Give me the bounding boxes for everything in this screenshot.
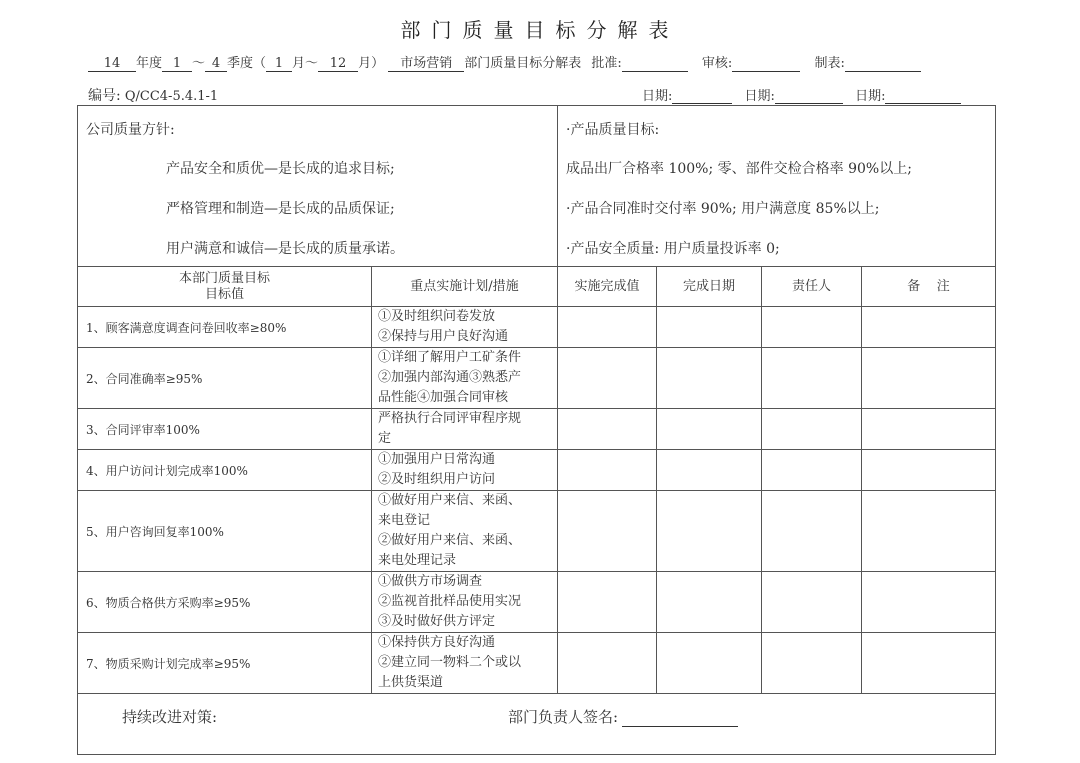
policy-heading: 公司质量方针: bbox=[86, 122, 175, 138]
col-header-actual: 实施完成值 bbox=[558, 267, 657, 307]
owner-cell[interactable] bbox=[762, 348, 862, 409]
remark-cell[interactable] bbox=[862, 409, 996, 450]
goal-line: ·产品质量目标: bbox=[566, 122, 660, 138]
remark-cell[interactable] bbox=[862, 450, 996, 491]
date-cell[interactable] bbox=[657, 450, 762, 491]
date-cell[interactable] bbox=[657, 348, 762, 409]
remark-cell[interactable] bbox=[862, 307, 996, 348]
policy-line: 用户满意和诚信—是长成的质量承诺。 bbox=[166, 241, 404, 257]
measures-cell: ①加强用户日常沟通 ②及时组织用户访问 bbox=[372, 450, 558, 491]
prepare-date-field[interactable] bbox=[885, 89, 961, 104]
header-line-2 bbox=[88, 85, 1008, 105]
actual-cell[interactable] bbox=[558, 491, 657, 572]
target-cell: 1、顾客满意度调查问卷回收率≥80% bbox=[78, 307, 372, 348]
month-to-field[interactable]: 12 bbox=[318, 56, 358, 72]
owner-cell[interactable] bbox=[762, 450, 862, 491]
date-cell[interactable] bbox=[657, 409, 762, 450]
remark-cell[interactable] bbox=[862, 491, 996, 572]
policy-cell bbox=[78, 106, 558, 267]
footer-row bbox=[78, 694, 996, 755]
goals-cell bbox=[558, 106, 996, 267]
owner-cell[interactable] bbox=[762, 633, 862, 694]
review-date-field[interactable] bbox=[775, 89, 843, 104]
date-cell[interactable] bbox=[657, 307, 762, 348]
actual-cell[interactable] bbox=[558, 633, 657, 694]
actual-cell[interactable] bbox=[558, 572, 657, 633]
signature-group bbox=[508, 706, 738, 727]
target-cell: 7、物质采购计划完成率≥95% bbox=[78, 633, 372, 694]
col-header-measures: 重点实施计划/措施 bbox=[372, 267, 558, 307]
goal-line: 成品出厂合格率 100%; 零、部件交检合格率 90%以上; bbox=[566, 161, 912, 177]
signature-field[interactable] bbox=[622, 710, 738, 727]
measures-cell: ①详细了解用户工矿条件 ②加强内部沟通③熟悉产 品性能④加强合同审核 bbox=[372, 348, 558, 409]
quarter-from-field[interactable]: 1 bbox=[162, 56, 192, 72]
target-cell: 4、用户访问计划完成率100% bbox=[78, 450, 372, 491]
footer-cell bbox=[78, 694, 996, 755]
target-cell: 5、用户咨询回复率100% bbox=[78, 491, 372, 572]
improvement-label: 持续改进对策: bbox=[122, 708, 218, 726]
remark-cell[interactable] bbox=[862, 572, 996, 633]
target-cell: 3、合同评审率100% bbox=[78, 409, 372, 450]
table-row bbox=[78, 572, 996, 633]
date-cell[interactable] bbox=[657, 572, 762, 633]
prepare-date-label: 日期: bbox=[855, 89, 886, 104]
actual-cell[interactable] bbox=[558, 409, 657, 450]
column-header-row bbox=[78, 267, 996, 307]
measures-cell: 严格执行合同评审程序规 定 bbox=[372, 409, 558, 450]
tilde-label: ～ bbox=[192, 56, 206, 71]
owner-cell[interactable] bbox=[762, 491, 862, 572]
signature-label: 部门负责人签名: bbox=[508, 708, 619, 726]
table-row bbox=[78, 348, 996, 409]
review-label: 审核: bbox=[701, 56, 733, 71]
table-row bbox=[78, 409, 996, 450]
prepare-field[interactable] bbox=[845, 57, 921, 72]
measures-cell: ①及时组织问卷发放 ②保持与用户良好沟通 bbox=[372, 307, 558, 348]
col-header-target: 本部门质量目标 目标值 bbox=[78, 267, 372, 307]
month-label-1: 月～ bbox=[292, 56, 319, 71]
approve-date-field[interactable] bbox=[672, 89, 732, 104]
table-name-label: 部门质量目标分解表 bbox=[464, 56, 582, 71]
target-cell: 2、合同准确率≥95% bbox=[78, 348, 372, 409]
page-title: 部门质量目标分解表 bbox=[400, 18, 680, 42]
header-line-1 bbox=[88, 52, 1008, 72]
target-cell: 6、物质合格供方采购率≥95% bbox=[78, 572, 372, 633]
table-row bbox=[78, 307, 996, 348]
review-date-label: 日期: bbox=[744, 89, 775, 104]
quality-target-table bbox=[77, 105, 996, 755]
owner-cell[interactable] bbox=[762, 572, 862, 633]
doc-no-value: Q/CC4-5.4.1-1 bbox=[124, 89, 219, 104]
year-label: 年度 bbox=[136, 56, 163, 71]
goal-line: ·产品合同准时交付率 90%; 用户满意度 85%以上; bbox=[566, 201, 880, 217]
remark-cell[interactable] bbox=[862, 633, 996, 694]
col-header-owner: 责任人 bbox=[762, 267, 862, 307]
owner-cell[interactable] bbox=[762, 409, 862, 450]
table-row bbox=[78, 633, 996, 694]
table-row bbox=[78, 491, 996, 572]
table-row bbox=[78, 450, 996, 491]
approve-field[interactable] bbox=[622, 57, 688, 72]
date-cell[interactable] bbox=[657, 491, 762, 572]
review-field[interactable] bbox=[732, 57, 800, 72]
measures-cell: ①做供方市场调查 ②监视首批样品使用实况 ③及时做好供方评定 bbox=[372, 572, 558, 633]
approve-date-label: 日期: bbox=[642, 89, 673, 104]
actual-cell[interactable] bbox=[558, 450, 657, 491]
doc-no-label: 编号: bbox=[88, 88, 121, 104]
measures-cell: ①保持供方良好沟通 ②建立同一物料二个或以 上供货渠道 bbox=[372, 633, 558, 694]
department-field[interactable]: 市场营销 bbox=[388, 56, 464, 72]
date-cell[interactable] bbox=[657, 633, 762, 694]
col-header-date: 完成日期 bbox=[657, 267, 762, 307]
remark-cell[interactable] bbox=[862, 348, 996, 409]
policy-line: 产品安全和质优—是长成的追求目标; bbox=[166, 161, 395, 177]
actual-cell[interactable] bbox=[558, 348, 657, 409]
approve-label: 批准: bbox=[591, 56, 622, 71]
quarter-label: 季度（ bbox=[227, 56, 267, 71]
month-from-field[interactable]: 1 bbox=[266, 56, 292, 72]
policy-row bbox=[78, 106, 996, 267]
quarter-to-field[interactable]: 4 bbox=[205, 56, 227, 72]
actual-cell[interactable] bbox=[558, 307, 657, 348]
col-header-remark: 备 注 bbox=[862, 267, 996, 307]
goal-line: ·产品安全质量: 用户质量投诉率 0; bbox=[566, 241, 780, 257]
measures-cell: ①做好用户来信、来函、 来电登记 ②做好用户来信、来函、 来电处理记录 bbox=[372, 491, 558, 572]
owner-cell[interactable] bbox=[762, 307, 862, 348]
policy-line: 严格管理和制造—是长成的品质保证; bbox=[166, 201, 395, 217]
date-group bbox=[642, 85, 961, 104]
year-field[interactable]: 14 bbox=[88, 56, 136, 72]
month-label-2: 月） bbox=[358, 56, 385, 71]
prepare-label: 制表: bbox=[814, 56, 845, 71]
